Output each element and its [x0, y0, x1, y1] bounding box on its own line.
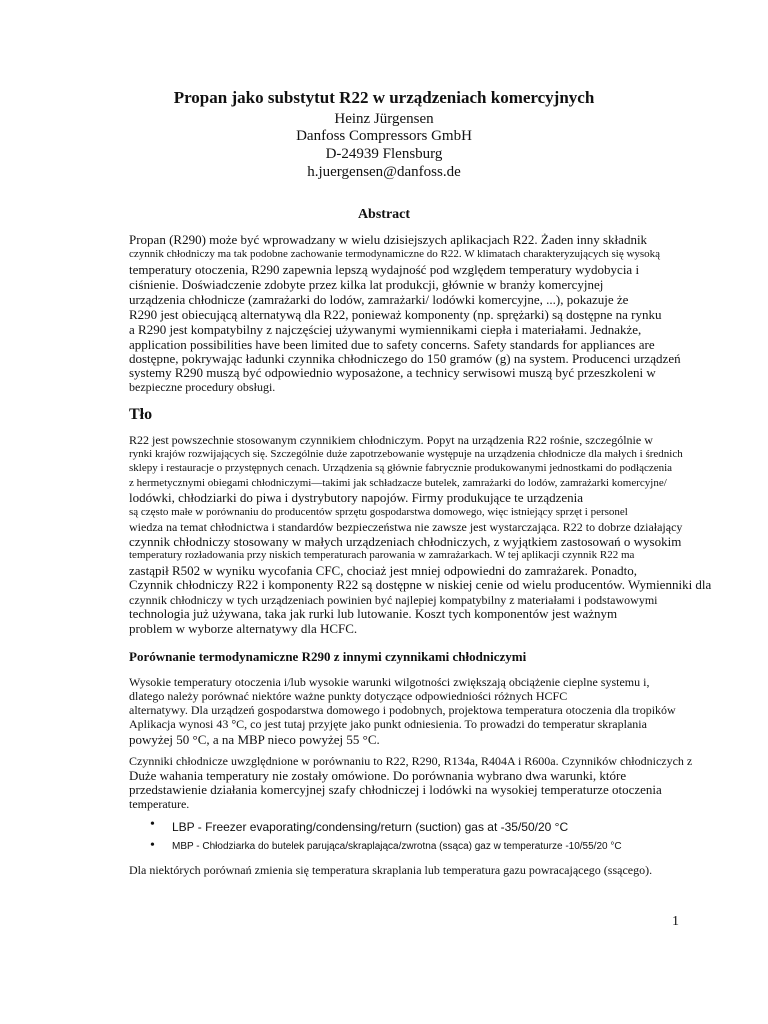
body-line: problem w wyborze alternatywy dla HCFC. — [129, 621, 358, 636]
body-line: przedstawienie działania komercyjnej szafy chłodniczej i lodówki na wysokiej temperaturze otoczenia — [129, 782, 662, 797]
abstract-line: bezpieczne procedury obsługi. — [129, 380, 276, 394]
body-line: temperatury rozładowania przy niskich temperaturach parowania w zamrażarkach. W tej aplikacji czynnik R22 ma — [129, 549, 635, 561]
body-line: wiedza na temat chłodnictwa i standardów bezpieczeństwa nie zawsze jest wystarczająca. R22 to dobrze działający — [129, 520, 683, 534]
author-email[interactable]: h.juergensen@danfoss.de — [307, 164, 461, 180]
body-line: Czynnik chłodniczy R22 i komponenty R22 są dostępne w niskiej cenie od wielu producentów. Wymienniki dla — [129, 577, 712, 592]
abstract-line: temperatury otoczenia, R290 zapewnia lepszą wydajność pod względem temperatury wydobycia i — [129, 262, 640, 277]
bullet-icon: • — [150, 817, 155, 832]
page-number: 1 — [672, 914, 679, 929]
body-line: zastąpił R502 w wyniku wycofania CFC, chociaż jest mniej odpowiedni do zamrażarek. Ponadto, — [129, 563, 637, 578]
bullet-item-mbp: MBP - Chłodziarka do butelek parująca/skraplająca/zwrotna (ssąca) gaz w temperaturze -10/55/20 °C — [172, 841, 622, 852]
body-line: czynnik chłodniczy w tych urządzeniach powinien być najlepiej kompatybilny z materiałami i podstawowymi — [129, 593, 658, 607]
body-line: powyżej 50 °C, a na MBP nieco powyżej 55 °C. — [129, 732, 380, 747]
bullet-item-lbp: LBP - Freezer evaporating/condensing/return (suction) gas at -35/50/20 °C — [172, 820, 569, 834]
body-line: technologia już używana, taka jak rurki lub lutowanie. Koszt tych komponentów jest ważnym — [129, 606, 618, 621]
body-line: Czynniki chłodnicze uwzględnione w porównaniu to R22, R290, R134a, R404A i R600a. Czynników chłodniczych z — [129, 754, 693, 768]
body-line: temperature. — [129, 797, 190, 811]
body-line: sklepy i restauracje o przystępnych cenach. Urządzenia są głównie fabrycznie produkowanymi jednostkami do podłączenia — [129, 462, 673, 474]
body-line: Aplikacja wynosi 43 °C, co jest tutaj przyjęte jako punkt odniesienia. To prowadzi do temperatur skraplania — [129, 717, 647, 731]
body-line: R22 jest powszechnie stosowanym czynnikiem chłodniczym. Popyt na urządzenia R22 rośnie, szczególnie w — [129, 433, 653, 447]
body-line: czynnik chłodniczy stosowany w małych urządzeniach chłodniczych, z wyjątkiem zastosowań o wysokim — [129, 534, 682, 549]
section-heading-tlo: Tło — [129, 406, 153, 423]
abstract-line: application possibilities have been limited due to safety concerns. Safety standards for appliances are — [129, 337, 655, 352]
author-company: Danfoss Compressors GmbH — [296, 128, 472, 144]
abstract-line: dostępne, pokrywając ładunki czynnika chłodniczego do 150 gramów (g) na system. Producenci urządzeń — [129, 351, 681, 366]
abstract-heading: Abstract — [357, 207, 411, 222]
abstract-line: czynnik chłodniczy ma tak podobne zachowanie termodynamiczne do R22. W klimatach charakteryzujących się wysoką — [129, 248, 661, 260]
paper-title: Propan jako substytut R22 w urządzeniach komercyjnych — [173, 88, 595, 107]
body-line: dlatego należy porównać niektóre ważne punkty dotyczące odpowiedniości różnych HCFC — [129, 689, 568, 703]
body-line: lodówki, chłodziarki do piwa i dystrybutory napojów. Firmy produkujące te urządzenia — [129, 490, 584, 505]
bullet-icon: • — [150, 838, 155, 853]
abstract-line: systemy R290 muszą być odpowiednio wyposażone, a technicy serwisowi muszą być przeszkoleni w — [129, 365, 656, 380]
abstract-line: R290 jest obiecującą alternatywą dla R22, ponieważ komponenty (np. sprężarki) są dostępne na rynku — [129, 307, 662, 322]
body-line: Duże wahania temperatury nie zostały omówione. Do porównania wybrano dwa warunki, które — [129, 768, 627, 783]
closing-line: Dla niektórych porównań zmienia się temperatura skraplania lub temperatura gazu powracającego (ssącego). — [129, 863, 653, 877]
body-line: rynki krajów rozwijających się. Szczególnie duże zapotrzebowanie występuje na urządzenia chłodnicze dla małych i średnich — [129, 448, 683, 460]
body-line: alternatywy. Dla urządzeń gospodarstwa domowego i podobnych, projektowa temperatura otoczenia dla tropików — [129, 703, 676, 717]
body-line: Wysokie temperatury otoczenia i/lub wysokie warunki wilgotności zwiększają obciążenie cieplne systemu i, — [129, 675, 650, 689]
section-heading-porownanie: Porównanie termodynamiczne R290 z innymi czynnikami chłodniczymi — [129, 649, 527, 664]
abstract-line: Propan (R290) może być wprowadzany w wielu dzisiejszych aplikacjach R22. Żaden inny składnik — [129, 232, 648, 247]
body-line: z hermetycznymi obiegami chłodniczymi—takimi jak schładzacze butelek, zamrażarki do lodów, zamrażarki komercyjne/ — [129, 477, 667, 489]
abstract-line: ciśnienie. Doświadczenie zdobyte przez kilka lat produkcji, głównie w branży komercyjnej — [129, 277, 604, 292]
abstract-line: a R290 jest kompatybilny z najczęściej używanymi wymiennikami ciepła i materiałami. Jednakże, — [129, 322, 642, 337]
author-address: D-24939 Flensburg — [325, 146, 443, 162]
body-line: są często małe w porównaniu do producentów sprzętu gospodarstwa domowego, więc istniejący sprzęt i personel — [129, 506, 628, 518]
abstract-line: urządzenia chłodnicze (zamrażarki do lodów, zamrażarki/ lodówki komercyjne, ...), pokazuje że — [129, 292, 629, 307]
author-name: Heinz Jürgensen — [334, 111, 434, 127]
